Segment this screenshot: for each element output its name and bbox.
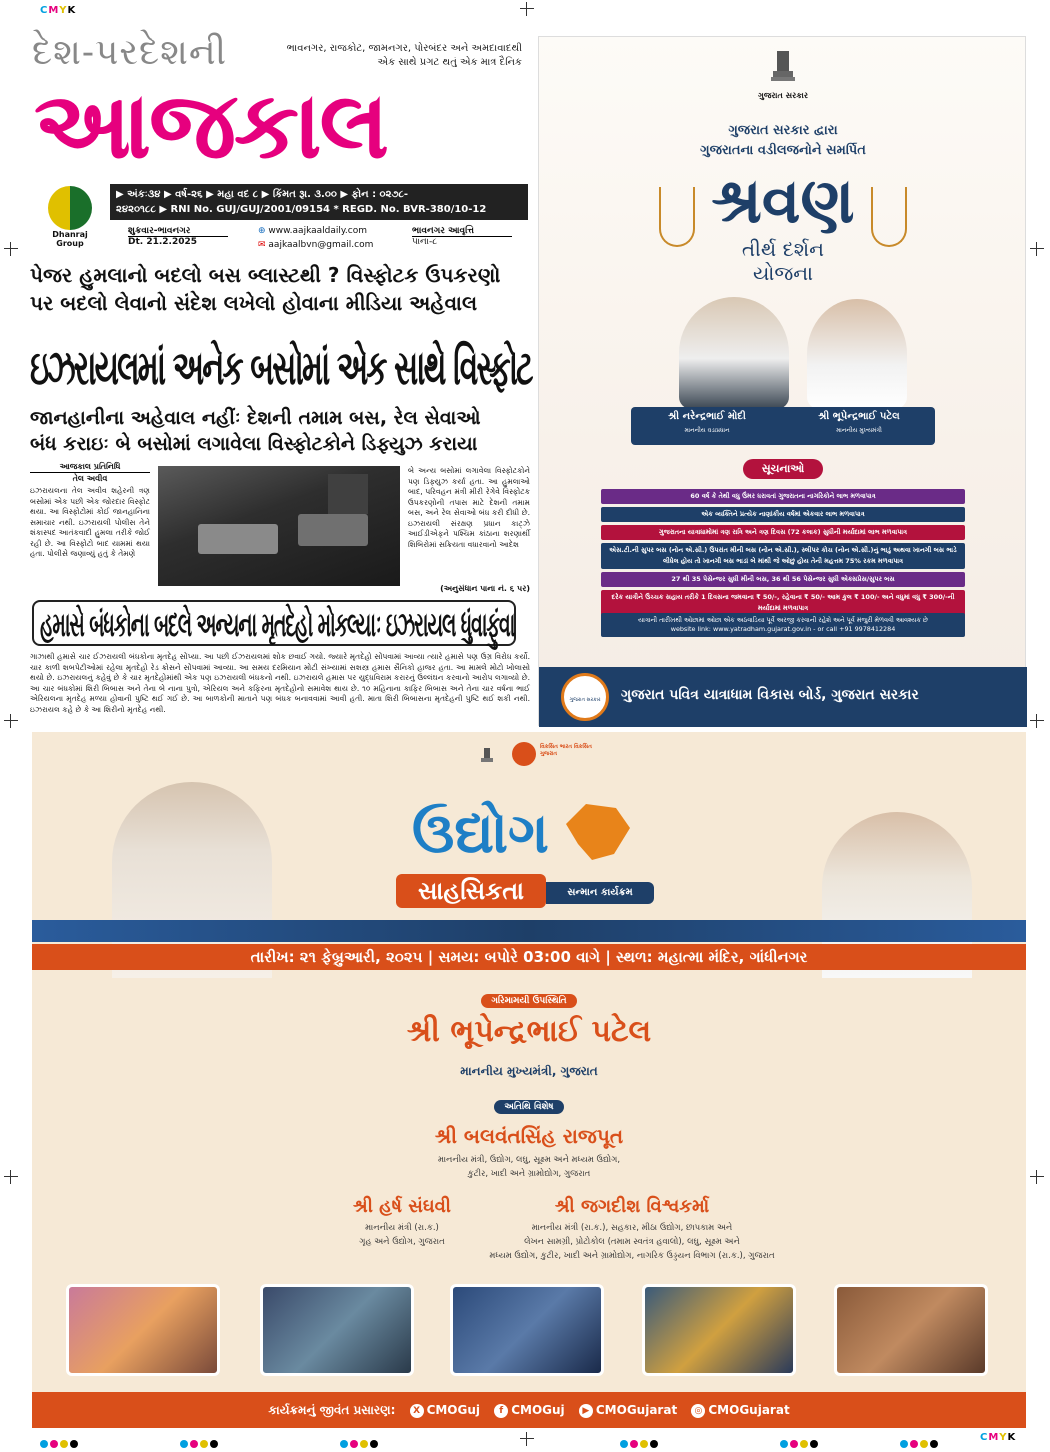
youtube-icon: ▶ [579, 1404, 593, 1418]
instagram-icon: ◎ [691, 1404, 705, 1418]
notice-final [601, 613, 965, 637]
crosshair-mark [4, 242, 18, 256]
info-line-1: ▶ અંકઃ૩૪ ▶ વર્ષ-૨૬ ▶ મહા વદ ૮ ▶ કિંમત રૂા. ૩.૦૦ ▶ ફોન : ૦૨૭૮- [116, 189, 409, 200]
notice-item: 27 થી 35 પેસેન્જર સુધી મીની બસ, 36 થી 56 પેસેન્જર સુધી એક્સપ્રેસ/સુપર બસ [601, 572, 965, 587]
globe-icon: ⊕ [258, 226, 266, 236]
info-line-2: ૨૪૨૦૧૮૮ ▶ RNI No. GUJ/GUJ/2001/09154 * REGD. No. BVR-380/10-12 [116, 204, 487, 215]
notice-item: દરેક યાત્રીને ઉચ્ચક સહાય તરીકે 1 દિવસના જમવાના ₹ 50/-, રહેવાના ₹ 50/- આમ કુલ ₹ 100/- અને વધુમાં વધુ ₹ 300/-ની મર્યાદામાં મળવાપાત્ર [601, 590, 965, 616]
title-tag: સન્માન કાર્યક્રમ [546, 882, 654, 904]
x-icon: X [410, 1404, 424, 1418]
masthead-title: આજકાલ [34, 72, 388, 179]
main-headline: ઇઝરાયલમાં અનેક બસોમાં એક સાથે વિસ્ફોટ [30, 340, 532, 396]
contact-block [258, 226, 388, 250]
kavad-basket-icon [659, 187, 695, 247]
guest-label: અતિથિ વિશેષ [494, 1100, 563, 1114]
notice-item: એસ.ટી.ની સુપર બસ (નોન એ.સી.) ઉપરાંત મીની બસ (નોન એ.સી.), સ્લીપર કોચ (નોન એ.સી.)નું ભાડું અથવા ખાનગી બસ ભાડે લીધેલ હોય તો ખાનગી બસ ભાડાં બે માંથી જે ઓછું હોય તેની મહત્તમ 75% રકમ મળવાપાત્ર [601, 543, 965, 569]
kavad-basket-icon [871, 187, 907, 247]
edition-block [412, 226, 512, 247]
scheme-subtitle-2: યોજના [752, 261, 814, 285]
registration-dots [620, 1433, 660, 1452]
notice-item: યાત્રાની તારીખથી ઓછામાં ઓછા એક અઠવાડિયા પૂર્વે અરજી કરવાની રહેશે અને પૂર્વ મંજુરી મેળવવી આવશ્યક છે [638, 616, 928, 624]
crosshair-mark [1030, 1170, 1044, 1184]
emblem-icon [478, 746, 496, 764]
board-name: ગુજરાત પવિત્ર યાત્રાધામ વિકાસ બોર્ડ, ગુજરાત સરકાર [621, 687, 919, 703]
story-column-2: બે અન્ય બસોમાં લગાવેલા વિસ્ફોટકોને પણ ડિફ્યુઝ કર્યા હતા. આ હુમલાઓ બાદ, પરિવહન મંત્રી મીરી રેગેવે વિસ્ફોટક ઉપકરણોની તપાસ માટે દેશની તમામ બસ, અને રેલ સેવાઓ બંધ કરી દીધી છે. ઇઝરાયલી સંરક્ષણ પ્રધાન કાટ્ઝે આઈડીએફને પશ્ચિમ કાંઠાના શરણાર્થી શિબિરોમાં સક્રિયતા વધારવાનો આદેશ [408, 466, 530, 549]
website-line[interactable]: website link: www.yatradham.gujarat.gov.in - or call +91 9978412284 [670, 625, 896, 633]
facebook-handle[interactable]: CMOGuj [511, 1403, 565, 1417]
photo-workshop [260, 1284, 414, 1376]
title-sahasikta: સાહસિકતા [396, 874, 546, 908]
notice-list [601, 489, 965, 619]
crosshair-mark [520, 2, 534, 16]
cmyk-mark-bottom: CMYK [980, 1432, 1017, 1443]
group-name: Dhanraj Group [52, 230, 88, 248]
registration-dots [180, 1433, 220, 1452]
viksit-bharat-text: વિકસિત ભારત વિકસિત ગુજરાત [540, 744, 592, 757]
bus-shape [298, 514, 368, 546]
kicker-line-2: પર બદલો લેવાનો સંદેશ લખેલો હોવાના મીડિયા અહેવાલ [30, 291, 478, 315]
gujarat-map-icon [556, 794, 636, 866]
crosshair-mark [520, 1432, 534, 1446]
leader-1-name: શ્રી નરેન્દ્રભાઈ મોદી [668, 411, 746, 422]
crosshair-mark [4, 714, 18, 728]
leaders-nameplate [631, 407, 935, 445]
shravan-yojana-ad [538, 36, 1026, 726]
guest-3-name: શ્રી જગદીશ વિશ્વકર્મા [554, 1196, 710, 1217]
registration-dots [40, 1433, 80, 1452]
scheme-title: શ્રવણ [711, 164, 855, 237]
masthead-info-bar [110, 184, 528, 220]
chief-guest-title: માનનીય મુખ્યમંત્રી, ગુજરાત [460, 1064, 598, 1078]
website-link[interactable]: www.aajkaaldaily.com [268, 226, 368, 236]
photo-engineers [642, 1284, 796, 1376]
guest-3-title-2: લેખન સામગ્રી, પ્રોટોકોલ (તમામ સ્વતંત્ર હવાલો), લઘુ, સૂક્ષ્મ અને [524, 1237, 740, 1247]
photo-machinery [450, 1284, 604, 1376]
x-handle[interactable]: CMOGuj [426, 1403, 481, 1417]
edition-name: ભાવનગર આવૃત્તિ [412, 226, 475, 236]
story-column-1: ઇઝરાયલના તેલ અવીવ શહેરની ત્રણ બસોમાં એક પછી એક જોરદાર વિસ્ફોટ થયા. આ વિસ્ફોટોમાં કોઈ જાનહાનિના સમાચાર નથી. ઇઝરાયલી પોલીસ તેને શંકાસ્પદ આતંકવાદી હુમલા તરીકે જોઈ રહી છે. આ વિસ્ફોટો બાદ યામમાં થયા હતા. પોલીસે જણાવ્યું હતું કે તેમણે [30, 486, 150, 558]
second-headline: હમાસે બંધકોના બદલે અન્યના મૃતદેહો મોકલ્યાઃ ઇઝરાયલ ધુંવાફુંવા [40, 605, 515, 645]
continued-note: (અનુસંધાન પાના નં. ૬ પર) [440, 584, 530, 593]
crosshair-mark [1030, 242, 1044, 256]
leader-2-title: માનનીય મુખ્યમંત્રી [836, 427, 882, 434]
viksit-bharat-logo-icon [512, 742, 536, 766]
dhanraj-logo [38, 186, 102, 248]
guest-2-title-2: ગૃહ અને ઉદ્યોગ, ગુજરાત [359, 1237, 445, 1247]
registration-dots [780, 1433, 820, 1452]
title-udhyog: ઉદ્યોગ [412, 801, 549, 866]
building-shape [328, 474, 368, 514]
ad-intro-1: ગુજરાત સરકાર દ્વારા [728, 123, 838, 138]
leader-1-photo [679, 297, 789, 409]
registration-dots [900, 1433, 940, 1452]
chief-label-wrap [32, 988, 1026, 1008]
notice-item: એક વ્યક્તિને પ્રત્યેક નાણાંકીય વર્ષમાં એકવાર લાભ મળવાપાત્ર [601, 507, 965, 522]
registration-dots [340, 1433, 380, 1452]
guest-3-title-3: મધ્યમ ઉદ્યોગ, કુટીર, ખાદી અને ગ્રામોદ્યોગ, નાગરિક ઉડ્ડયન વિભાગ (રા.ક.), ગુજરાત [489, 1251, 775, 1261]
state-emblem-icon [763, 47, 803, 87]
guest-3-title-1: માનનીય મંત્રી (રા.ક.), સહકાર, મીઠા ઉદ્યોગ, છાપકામ અને [531, 1223, 733, 1233]
guest-1-title-2: કુટીર, ખાદી અને ગ્રામોદ્યોગ, ગુજરાત [467, 1169, 591, 1179]
dhanraj-logo-icon [48, 186, 92, 230]
emblem-label: ગુજરાત સરકાર [758, 91, 808, 100]
instagram-handle[interactable]: CMOGujarat [708, 1403, 790, 1417]
photo-tailoring [66, 1284, 220, 1376]
ad-intro-2: ગુજરાતના વડીલજનોને સમર્પિત [700, 143, 866, 158]
board-logo-icon: ગુજરાત સરકાર [561, 673, 609, 721]
chief-guest-name: શ્રી ભૂપેન્દ્રભાઈ પટેલ [406, 1014, 652, 1049]
scheme-subtitle-1: તીર્થ દર્શન [741, 237, 825, 261]
guest-1-name: શ્રી બલવંતસિંહ રાજપૂત [434, 1124, 624, 1148]
bus-blast-photo [158, 466, 400, 586]
issue-day: શુક્રવાર-ભાવનગર [128, 226, 191, 236]
notice-item: ગુજરાતના યાત્રાધામોમાં ત્રણ રાત્રિ અને ત્રણ દિવસ (72 કલાક) સુધીની મર્યાદામાં લાભ મળવાપાત્ર [601, 525, 965, 540]
youtube-handle[interactable]: CMOGujarat [595, 1403, 678, 1417]
masthead-tagline: ભાવનગર, રાજકોટ, જામનગર, પોરબંદર અને અમદાવાદથી એક સાથે પ્રગટ થતું એક માત્ર દૈનિક [286, 43, 522, 68]
burnt-bus-shape [198, 524, 278, 554]
leader-2-name: શ્રી ભૂપેન્દ્રભાઈ પટેલ [818, 411, 900, 422]
subhead-line-1: જાનહાનીના અહેવાલ નહીંઃ દેશની તમામ બસ, રેલ સેવાઓ [30, 407, 481, 429]
live-label: કાર્યક્રમનું જીવંત પ્રસારણ: [268, 1403, 396, 1417]
photo-weaving [834, 1284, 988, 1376]
email-link[interactable]: aajkaalbvn@gmail.com [268, 240, 374, 250]
dateline: તેલ અવીવ [72, 474, 108, 483]
guest-2-name: શ્રી હર્ષ સંઘવી [353, 1196, 451, 1217]
notices-title: સૂચનાઓ [743, 459, 823, 479]
subhead-line-2: બંધ કરાઇઃ બે બસોમાં લગાવેલા વિસ્ફોટકોને ડિફ્યુઝ કરાયા [30, 433, 478, 455]
udhyog-sahasikta-ad [32, 732, 1026, 1428]
guest-2-title-1: માનનીય મંત્રી (રા.ક.) [365, 1223, 439, 1233]
mail-icon: ✉ [258, 240, 266, 250]
guest-1-title-1: માનનીય મંત્રી, ઉદ્યોગ, લઘુ, સૂક્ષ્મ અને મધ્યમ ઉદ્યોગ, [437, 1155, 621, 1165]
masthead-small-title: દેશ-પરદેશની [32, 32, 228, 73]
facebook-icon: f [494, 1404, 508, 1418]
live-stream-footer [32, 1392, 1026, 1428]
issue-date-block [128, 226, 228, 247]
leader-2-photo [807, 299, 907, 409]
cmyk-mark-top: CMYK [40, 5, 77, 16]
kicker-line-1: પેજર હુમલાનો બદલો બસ બ્લાસ્ટથી ? વિસ્ફોટક ઉપકરણો [30, 263, 501, 287]
second-story-body: ગાઝાથી હમાસે ચાર ઈઝરાયલી બંધકોના મૃતદેહ સોંપ્યા. આ પછી ઈઝરાયલમાં શોક છવાઈ ગયો. જ્યારે મૃતદેહો સોંપવામાં આવ્યા ત્યારે હમાસે પણ ઉગ્ર વિરોધ કર્યો. ચાર કાળી શબપેટીઓમાં રહેલા મૃતદેહો રેડ ક્રોસને સોંપવામાં આવ્યા. આ સમય દરમિયાન મોટી સંખ્યામાં સશસ્ત્ર હમાસ સૈનિકો હાજર હતા. આ મામલે મોટો ખોલાસો થયો છે. ઇઝરાયલનું કહેવું છે કે ચાર મૃતદેહોમાંથી એક પણ ઇઝરાયલી બંધકનો નથી. ઇઝરાયલે હમાસ પર યુદ્ધવિરામ કરારનું ઉલ્લંઘન કરવાનો આરોપ લગાવ્યો છે. આ ચાર બંધકોમાં શિરી બિબાસ અને તેના બે નાના પુત્રો, એરિયલ અને કફિરના મૃતદેહોનો સમાવેશ થાય છે. ૧૦ મહિનાના કાફિર બિબાસ અને તેના ચાર વર્ષના ભાઈ એરિયલના મૃતદેહ મળ્યા હોવાની પુષ્ટિ થઈ ગઈ છે. આ બાળકોની માતાને પણ બંધક બનાવવામાં આવી હતી. માતા શિરી બિબાસના મૃતદેહની પુષ્ટિ થઈ શકી નથી. ઇઝરાયલ કહે છે કે આ શિરીનો મૃતદેહ નથી. [30, 652, 530, 714]
notice-item: 60 વર્ષ કે તેથી વધુ ઉંમર ધરાવતાં ગુજરાતના નાગરિકોને લાભ મળવાપાત્ર [601, 489, 965, 504]
page-count: પાના-૮ [412, 236, 512, 247]
chief-label: ગરિમામયી ઉપસ્થિતિ [481, 994, 576, 1008]
board-footer [539, 667, 1027, 727]
issue-date: Dt. 21.2.2025 [128, 236, 228, 247]
byline: આજકાલ પ્રતિનિધિ [30, 462, 150, 473]
crosshair-mark [1030, 714, 1044, 728]
event-details: તારીખ: ૨૧ ફેબ્રુઆરી, ૨૦૨૫ | સમય: બપોરે 03:00 વાગે | સ્થળ: મહાત્મા મંદિર, ગાંધીનગર [32, 944, 1026, 970]
second-headline-box [32, 600, 516, 646]
guest-label-wrap [32, 1094, 1026, 1114]
blue-band [32, 920, 1026, 942]
leader-1-title: માનનીય વડાપ્રધાન [684, 427, 730, 434]
crosshair-mark [4, 1170, 18, 1184]
